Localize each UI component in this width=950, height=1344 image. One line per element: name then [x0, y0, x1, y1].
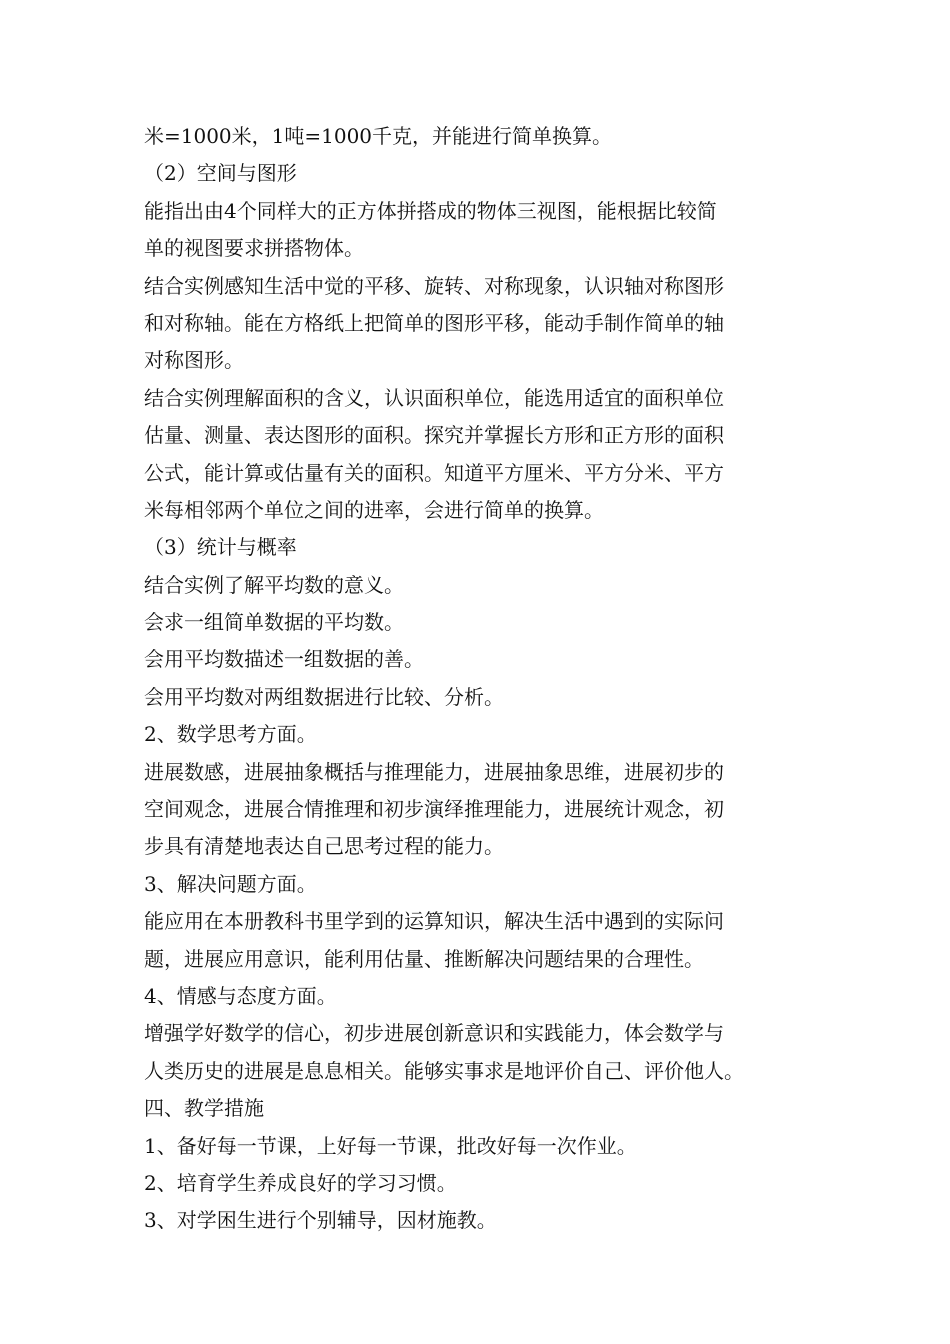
- text-line: 3、对学困生进行个别辅导，因材施教。: [144, 1208, 497, 1233]
- text-line: 结合实例理解面积的含义，认识面积单位，能选用适宜的面积单位: [144, 385, 724, 410]
- section-heading: 四、教学措施: [144, 1096, 264, 1121]
- text-line: 能指出由4个同样大的正方体拼搭成的物体三视图，能根据比较简: [144, 198, 717, 223]
- text-line: 和对称轴。能在方格纸上把简单的图形平移，能动手制作简单的轴: [144, 310, 724, 335]
- text-line: 米=1000米，1吨=1000千克，并能进行简单换算。: [144, 124, 613, 148]
- text-line: 增强学好数学的信心，初步进展创新意识和实践能力，体会数学与: [144, 1021, 724, 1046]
- text-line: 会用平均数对两组数据进行比较、分析。: [144, 684, 504, 709]
- text-line: 米每相邻两个单位之间的进率，会进行简单的换算。: [144, 497, 604, 522]
- text-line: 对称图形。: [144, 348, 244, 373]
- section-heading: 2、数学思考方面。: [144, 722, 317, 747]
- text-line: 结合实例了解平均数的意义。: [144, 572, 404, 597]
- section-heading: 4、情感与态度方面。: [144, 983, 337, 1008]
- text-line: 单的视图要求拼搭物体。: [144, 236, 364, 261]
- text-line: 进展数感，进展抽象概括与推理能力，进展抽象思维，进展初步的: [144, 759, 724, 784]
- section-heading: 3、解决问题方面。: [144, 871, 317, 896]
- text-line: 结合实例感知生活中觉的平移、旋转、对称现象，认识轴对称图形: [144, 273, 724, 298]
- text-line: 会用平均数描述一组数据的善。: [144, 647, 424, 672]
- text-line: 2、培育学生养成良好的学习习惯。: [144, 1170, 457, 1195]
- text-line: 空间观念，进展合情推理和初步演绎推理能力，进展统计观念，初: [144, 797, 724, 822]
- text-line: 步具有清楚地表达自己思考过程的能力。: [144, 834, 504, 859]
- section-heading: （3）统计与概率: [144, 535, 297, 560]
- text-line: 公式，能计算或估量有关的面积。知道平方厘米、平方分米、平方: [144, 460, 724, 485]
- section-heading: （2）空间与图形: [144, 161, 297, 186]
- text-line: 能应用在本册教科书里学到的运算知识，解决生活中遇到的实际问: [144, 909, 724, 934]
- document-body: [144, 118, 814, 1240]
- text-line: 题，进展应用意识，能利用估量、推断解决问题结果的合理性。: [144, 946, 704, 971]
- text-line: 1、备好每一节课，上好每一节课，批改好每一次作业。: [144, 1133, 637, 1158]
- text-line: 估量、测量、表达图形的面积。探究并掌握长方形和正方形的面积: [144, 423, 724, 448]
- text-line: 会求一组简单数据的平均数。: [144, 610, 404, 635]
- text-line: 人类历史的进展是息息相关。能够实事求是地评价自己、评价他人。: [144, 1058, 744, 1083]
